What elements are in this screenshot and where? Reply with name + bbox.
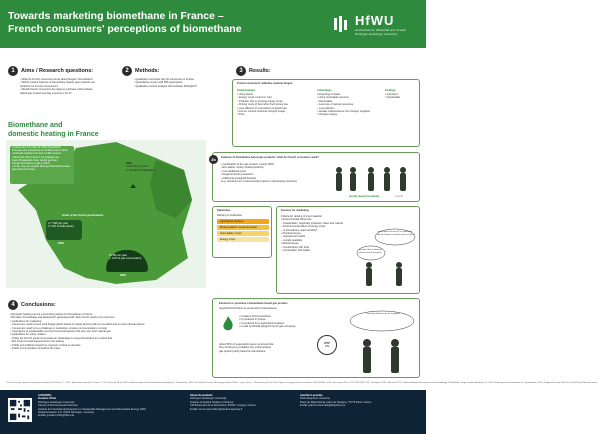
- conclusion-item: – Today the French government plans an advantage to using biomethane as a whole fuel: [10, 336, 113, 340]
- feature-item: • Regional (local) production: [221, 173, 254, 177]
- stat-2023: [46, 220, 82, 240]
- feature-item: (e.g. donations for environmental projects in developing countries): [221, 180, 297, 184]
- map-info-line: • France has more than 12 million households: [12, 146, 61, 149]
- conclusion-item: • But lack of knowledge and awareness* generated with I lack of trust need to be overcome: [10, 316, 115, 320]
- advantage-item: – Less use of natural resources: [317, 103, 354, 107]
- footer-col-3: [300, 394, 371, 408]
- map-title: [8, 122, 99, 139]
- advantage-item: • Cheaper energy: [317, 113, 338, 117]
- disadvantage-item: • Less efficient (in comparison to fossil fuel): [237, 106, 287, 110]
- advantage-item: – Low pollution: [317, 106, 335, 110]
- conclusion-item: – Importance of sustainability and environmental aspects that are more than natural gas: [10, 330, 111, 334]
- aims-item: attractive for French consumers?: [20, 84, 58, 88]
- stat-2023-value: 1.7 TWh per year: [48, 222, 68, 225]
- references: ¹ Data of surveys, based on prevalence website and Reuters, C., 2015: Biomethane injection in France. ² 15% similar by 28 and 25% of add-ons objective for biomethane development. ³ Biomethane, 2014: Gas fields to France. Bioenergy industry Profile. ⁴ gas in focus – Observatory du Gas 2016. Types of energy used to heat boilers (2014 SDES), 2015. Gas market 22% in TCF 2016 (2015 29). ⁵ European 2016 ⁶ Mesures 2015: Content: Analysis: Accessories and methodology, Third Edition. Large, Landau, Andersen, S., 2015: Restoring of the biomethane for a biomethane (2015), Regional decision 2016, doi: Jul 2016 and Mouchet ranks: [6, 382, 597, 384]
- author-line: Nürtingen-Geislingen University: [190, 397, 227, 401]
- section-number-aims: 1: [8, 66, 18, 76]
- substrate-label-1: Agricultural residues: [220, 220, 244, 223]
- emotions-item: • Is produced in France: [239, 318, 266, 322]
- conclusion-item: – Public communication should be the basis: [10, 347, 61, 351]
- conclusion-item: – Consumers need to be a challenge in marketing: emotive communication is crucial: [10, 326, 107, 330]
- marketing-item: Criteria for ranking of input material:: [281, 215, 323, 218]
- feature-item: • Eco-labels: mostly viewed positively: [221, 166, 264, 170]
- findings-list: [385, 93, 400, 100]
- marketing-item: – Competition with fodder: [281, 249, 311, 253]
- feature-item: • Low additional costs: [221, 169, 246, 173]
- feature-item: • Additional ecological benefits: [221, 176, 256, 180]
- conclusion-item: • Implications for policy makers:: [10, 333, 47, 337]
- aims-list: [20, 78, 120, 95]
- aims-title: Aims / Research questions:: [21, 68, 94, 74]
- badge-preferred: mostly viewed positively: [349, 195, 380, 198]
- findings-title: Findings: [385, 89, 396, 92]
- author-email-link[interactable]: E-Mail: joachim.lacombe@dauphine.eu: [300, 404, 346, 408]
- aims-item: • What do French consumers know about biogas / biomethane?: [20, 78, 93, 81]
- conclusion-item: – Consumers need to have local biogas plants based on waste (among with an eco-label and an extra climate feature: [10, 323, 145, 327]
- section-number-results: 3: [236, 66, 246, 76]
- aims-item: • Would French consumers be ready to purchase a biomethane: [20, 88, 93, 92]
- emotions-title: Emotions to purchase a biomethane based gas product: [219, 302, 288, 305]
- author-line: Faculty of Environmental Sciences: [38, 404, 78, 408]
- attitudes-subtitle: French consumers' attitudes towards biogas:: [237, 82, 293, 85]
- stat-2030-year: 2030: [120, 274, 126, 277]
- map-info-line: heats 25 gigawatts (many natural gas sites: [12, 158, 58, 162]
- map-title-line-2: domestic heating in France: [8, 130, 99, 138]
- marketing-box: [276, 206, 420, 294]
- finding-item: • Important: [385, 93, 398, 96]
- attitudes-box: [232, 79, 420, 147]
- disadvantages-list: [237, 93, 288, 117]
- advantage-item: • Using renewable resource: [317, 96, 349, 100]
- emotions-subtitle: Hypothetical Product as presented to interviewees:: [219, 307, 278, 310]
- emotions-footer-line: they would (very probably) buy a biomethane: [219, 346, 271, 350]
- wtp-circle-1: [317, 335, 337, 355]
- title-line-1: Towards marketing biomethane in France –: [8, 10, 224, 22]
- results-title: Results:: [249, 68, 271, 74]
- author-line: Schelmenwasen 4-8, 72622 Nürtingen, Germany: [38, 411, 95, 415]
- marketing-list: [281, 215, 343, 252]
- map-title-line-1: Biomethane and: [8, 122, 63, 129]
- disadvantage-item: – Pollution due to growing energy crops: [237, 99, 283, 103]
- emotions-item: • Contains 10% biomethane: [239, 315, 272, 318]
- poster-header: [0, 0, 426, 48]
- stat-2030: [106, 250, 148, 272]
- map-info-line: through biomethane to gas in 2017): [12, 162, 50, 166]
- stat-2018-year: 2018: [126, 162, 132, 165]
- finding-item: • Sustainable: [385, 96, 401, 100]
- conclusions-list: [10, 313, 208, 350]
- author-email-link[interactable]: E-Mail: simon.kosmehlen@student.agrosup.fr: [190, 407, 243, 411]
- speech-bubble-3: I would do that because it's ecological: [366, 313, 400, 315]
- stat-2023-sub: (= 14% of heat plants): [48, 225, 74, 229]
- marketing-item: • Practical issues: [281, 232, 301, 236]
- marketing-item: – Locally available: [281, 238, 303, 242]
- logo-name: HfWU: [355, 12, 395, 28]
- emotions-footer-line: About 50% of respondents were convinced that: [219, 343, 274, 346]
- author-line: Institute for International Research on Sustainable Management and Renewable Energy (ISR): [38, 407, 146, 411]
- disadvantage-item: • Using plants: [237, 93, 253, 96]
- substrate-label-2: Biodegradable household waste: [220, 226, 257, 229]
- disadvantage-item: • Price: [237, 113, 245, 117]
- emotions-item: • Is sold by ENGIE (largest French gas company): [239, 325, 296, 329]
- author-name: Simon Kosmehlen: [190, 394, 213, 397]
- poster-footer: [0, 390, 426, 434]
- methods-item: • Quantitative survey with 650 participants: [134, 81, 183, 85]
- conclusions-title: Conclusions:: [21, 302, 56, 308]
- stat-2030-value: 8 TWh per year: [109, 254, 127, 257]
- title-line-2: French consumers' perceptions of biomethane: [8, 23, 242, 35]
- marketing-item: • Ethical issues: [281, 242, 299, 246]
- people-silhouettes-icon: [331, 165, 415, 193]
- map-info-line: • So far, only one supplier offering a biomethane based: [12, 165, 71, 169]
- section-number-methods: 2: [122, 66, 132, 76]
- marketing-item: • Environmental influences: [281, 218, 312, 222]
- author-line: Paris Dauphine University: [300, 397, 330, 401]
- disadvantage-item: – Energy crops / Food vs. fuel: [237, 96, 272, 100]
- methods-list: [134, 78, 224, 88]
- author-name: Gustavo Trifan: [38, 397, 57, 401]
- wtp-value: 1%: [325, 345, 329, 349]
- author-email-link[interactable]: E-Mail: gustavo.trifan@hfwu.de: [38, 414, 75, 418]
- advantages-title: Advantages: [317, 89, 332, 92]
- footer-col-2: [190, 394, 256, 411]
- stat-2023-year: 2023: [58, 242, 64, 245]
- stat-2030-sub: (~ 10% of gas consumption): [109, 257, 142, 261]
- emotions-item: • Is produced from agricultural residues: [239, 321, 285, 325]
- map-info-line: in Europe with a distribution of 18 Mio hours in 2014;: [12, 149, 68, 153]
- stat-2018-sub: (= 21 plants in operation): [126, 168, 155, 172]
- marketing-item: – Combination with food: [281, 245, 309, 249]
- university-logo: [332, 6, 418, 42]
- marketing-item: – Operational trouble: [281, 235, 306, 239]
- substrates-ranking-label: Ranking of substrates: [217, 214, 243, 217]
- france-map-panel: [6, 140, 206, 288]
- stat-2018: [126, 162, 155, 172]
- map-info-box: [10, 146, 74, 184]
- author-name: Joachim Lacombe: [300, 394, 323, 397]
- map-info-line: gas product in France: [12, 168, 36, 172]
- section-number-conclusions: 4: [8, 300, 18, 310]
- marketing-item: – Environmental effect of energy crops: [281, 225, 326, 229]
- substrates-title: Substrates: [217, 209, 231, 212]
- hfwu-logo-mark-icon: [332, 14, 352, 34]
- flame-icon: [221, 315, 235, 333]
- map-info-line: • Domestic heating more than 1.5 Mio sources: [12, 152, 61, 156]
- marketing-item: – Sustainable / regionally produced, clean and natural: [281, 221, 343, 225]
- features-title: Features of biomethane based gas products: what do French consumers want?: [221, 156, 320, 159]
- qr-code-icon[interactable]: [8, 398, 32, 422]
- disadvantages-title: Disadvantages: [237, 89, 256, 92]
- advantage-item: • Greater independence from foreign suppliers: [317, 110, 371, 114]
- goals-label: Goals of the French governments: [62, 214, 104, 217]
- logo-sub-1: Hochschule für Wirtschaft und Umwelt: [355, 27, 406, 32]
- advantage-item: – Renewable: [317, 99, 333, 103]
- emotions-list: [239, 315, 296, 329]
- authors-heading: AUTHORS:: [38, 394, 52, 397]
- conclusion-item: – But environmental aspects tend to be lacking: [10, 340, 64, 344]
- emotions-box: [212, 298, 420, 378]
- marketing-item: – Is biomethane used sensibly?: [281, 228, 318, 232]
- disadvantage-item: – Driving costs of food when food prices rise: [237, 103, 288, 107]
- methods-item: • Qualitative interviews with 20 consumers in France: [134, 78, 195, 81]
- speech-bubble-1: I would prefer the one if I've understood like this makes me wonder what's in there!: [377, 231, 415, 236]
- aims-item: • Which product features of biomethane (based gas) products are: [20, 81, 96, 85]
- emotions-footer-line: gas product partly based on biomethane.: [219, 349, 267, 353]
- advantages-list: [317, 93, 370, 117]
- advantage-item: • Recycling of waste: [317, 93, 341, 96]
- section-number-features: 3b: [209, 155, 218, 164]
- conclusion-item: • Domestic heating can be a promising market for biomethane in France: [10, 313, 93, 316]
- features-box: [212, 152, 420, 202]
- methods-title: Methods:: [135, 68, 160, 74]
- stat-2018-value: 0.25 TWh per year *: [126, 165, 150, 169]
- features-list: [221, 163, 297, 183]
- footer-col-1: [38, 394, 146, 418]
- substrate-label-4: Energy crops: [220, 238, 236, 241]
- logo-sub-2: Nürtingen-Geislingen University: [355, 31, 398, 36]
- disadvantage-item: • Former content produces drought image: [237, 110, 285, 114]
- author-line: Nürtingen-Geislingen University: [38, 400, 75, 404]
- methods-item: • Qualitative content analysis with software MAXQDA®: [134, 84, 197, 88]
- substrate-label-3: Intermediary crops: [220, 232, 242, 235]
- speech-bubble-2: A product that is relatively about this kind of product.: [359, 249, 382, 254]
- conclusion-item: • Implications for marketing:: [10, 319, 42, 323]
- emotions-footer: [219, 343, 273, 353]
- wtp-prefix: WTP: [324, 342, 330, 345]
- conclusion-item: – Public and political research is, however, limited so develop: [10, 343, 81, 347]
- author-line: 218 Boulevard de la Recherche, 87090, Limoges, France: [190, 404, 256, 408]
- feature-item: • Certification of the gas product: mostly 100%: [221, 163, 275, 166]
- poster-title: [8, 10, 242, 36]
- author-line: Institute of Applied Studies of Science: [190, 400, 234, 404]
- author-line: Place du Maréchal de Lattre de Tassigny, 75775 Paris, France: [300, 400, 372, 404]
- badge-neutral: neutral: [395, 195, 403, 198]
- map-info-line: • More than 40% of heat in dry buildings only: [12, 155, 60, 159]
- substrates-box: [212, 206, 272, 258]
- consumers-icon: [347, 309, 417, 375]
- marketing-title: Sources for marketing: [281, 209, 309, 212]
- aims-item: based gas product and pay a premium for it?: [20, 91, 72, 95]
